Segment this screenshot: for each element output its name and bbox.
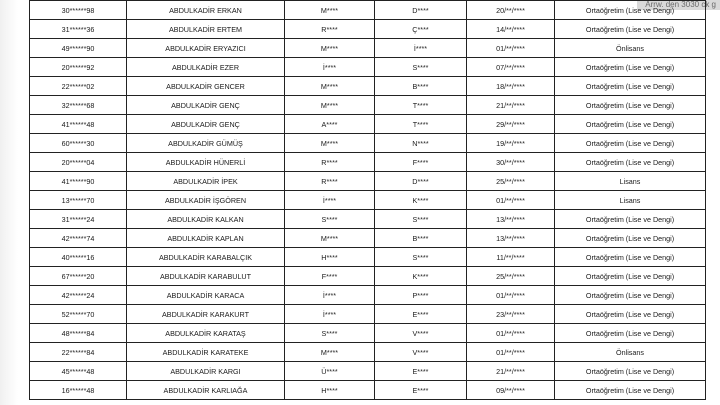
education-cell: Lisans [555, 191, 706, 210]
birth-date-cell: 21/**/**** [467, 362, 555, 381]
birth-date-cell: 01/**/**** [467, 286, 555, 305]
table-row [30, 248, 706, 267]
father-name-cell: S**** [285, 210, 375, 229]
id-number-cell: 13******70 [30, 191, 127, 210]
father-name-cell: M**** [285, 134, 375, 153]
id-number-cell: 30******98 [30, 1, 127, 20]
full-name-cell: ABDULKADİR GENÇ [127, 96, 285, 115]
father-name-cell: İ**** [285, 191, 375, 210]
father-name-cell: M**** [285, 343, 375, 362]
father-name-cell: M**** [285, 229, 375, 248]
education-cell: Ortaöğretim (Lise ve Dengi) [555, 1, 706, 20]
father-name-cell: S**** [285, 324, 375, 343]
mother-name-cell: D**** [375, 1, 467, 20]
full-name-cell: ABDULKADİR KARGI [127, 362, 285, 381]
mother-name-cell: V**** [375, 343, 467, 362]
mother-name-cell: D**** [375, 172, 467, 191]
records-table [29, 0, 706, 400]
id-number-cell: 52******70 [30, 305, 127, 324]
table-row [30, 1, 706, 20]
records-table-body [30, 1, 706, 400]
mother-name-cell: E**** [375, 305, 467, 324]
mother-name-cell: E**** [375, 381, 467, 400]
table-row [30, 58, 706, 77]
birth-date-cell: 07/**/**** [467, 58, 555, 77]
id-number-cell: 60******30 [30, 134, 127, 153]
father-name-cell: H**** [285, 381, 375, 400]
id-number-cell: 31******36 [30, 20, 127, 39]
father-name-cell: H**** [285, 248, 375, 267]
father-name-cell: İ**** [285, 305, 375, 324]
education-cell: Lisans [555, 172, 706, 191]
full-name-cell: ABDULKADİR ERKAN [127, 1, 285, 20]
birth-date-cell: 14/**/**** [467, 20, 555, 39]
mother-name-cell: E**** [375, 362, 467, 381]
table-row [30, 172, 706, 191]
table-row [30, 381, 706, 400]
id-number-cell: 16******48 [30, 381, 127, 400]
father-name-cell: İ**** [285, 58, 375, 77]
father-name-cell: M**** [285, 77, 375, 96]
mother-name-cell: B**** [375, 229, 467, 248]
id-number-cell: 41******48 [30, 115, 127, 134]
id-number-cell: 40******16 [30, 248, 127, 267]
birth-date-cell: 13/**/**** [467, 210, 555, 229]
mother-name-cell: P**** [375, 286, 467, 305]
education-cell: Önlisans [555, 343, 706, 362]
id-number-cell: 45******48 [30, 362, 127, 381]
full-name-cell: ABDULKADİR ERTEM [127, 20, 285, 39]
education-cell: Ortaöğretim (Lise ve Dengi) [555, 229, 706, 248]
table-row [30, 77, 706, 96]
birth-date-cell: 19/**/**** [467, 134, 555, 153]
mother-name-cell: S**** [375, 58, 467, 77]
full-name-cell: ABDULKADİR HÜNERLİ [127, 153, 285, 172]
education-cell: Ortaöğretim (Lise ve Dengi) [555, 77, 706, 96]
education-cell: Ortaöğretim (Lise ve Dengi) [555, 115, 706, 134]
education-cell: Ortaöğretim (Lise ve Dengi) [555, 96, 706, 115]
full-name-cell: ABDULKADİR İPEK [127, 172, 285, 191]
education-cell: Ortaöğretim (Lise ve Dengi) [555, 58, 706, 77]
table-row [30, 191, 706, 210]
table-row [30, 286, 706, 305]
father-name-cell: F**** [285, 267, 375, 286]
education-cell: Ortaöğretim (Lise ve Dengi) [555, 153, 706, 172]
mother-name-cell: K**** [375, 191, 467, 210]
mother-name-cell: N**** [375, 134, 467, 153]
education-cell: Ortaöğretim (Lise ve Dengi) [555, 362, 706, 381]
mother-name-cell: V**** [375, 324, 467, 343]
full-name-cell: ABDULKADİR KARABULUT [127, 267, 285, 286]
education-cell: Ortaöğretim (Lise ve Dengi) [555, 134, 706, 153]
corner-overlay-text: Arrw. den 3030 ck g [637, 0, 720, 10]
mother-name-cell: K**** [375, 267, 467, 286]
father-name-cell: R**** [285, 153, 375, 172]
father-name-cell: R**** [285, 20, 375, 39]
full-name-cell: ABDULKADİR ERYAZICI [127, 39, 285, 58]
full-name-cell: ABDULKADİR KARAKURT [127, 305, 285, 324]
table-row [30, 362, 706, 381]
full-name-cell: ABDULKADİR KARACA [127, 286, 285, 305]
father-name-cell: M**** [285, 96, 375, 115]
mother-name-cell: S**** [375, 210, 467, 229]
table-row [30, 39, 706, 58]
full-name-cell: ABDULKADİR EZER [127, 58, 285, 77]
education-cell: Ortaöğretim (Lise ve Dengi) [555, 267, 706, 286]
education-cell: Ortaöğretim (Lise ve Dengi) [555, 305, 706, 324]
birth-date-cell: 25/**/**** [467, 267, 555, 286]
education-cell: Ortaöğretim (Lise ve Dengi) [555, 286, 706, 305]
birth-date-cell: 23/**/**** [467, 305, 555, 324]
birth-date-cell: 13/**/**** [467, 229, 555, 248]
birth-date-cell: 29/**/**** [467, 115, 555, 134]
id-number-cell: 20******04 [30, 153, 127, 172]
mother-name-cell: İ**** [375, 39, 467, 58]
birth-date-cell: 21/**/**** [467, 96, 555, 115]
table-row [30, 20, 706, 39]
id-number-cell: 42******24 [30, 286, 127, 305]
birth-date-cell: 01/**/**** [467, 343, 555, 362]
mother-name-cell: S**** [375, 248, 467, 267]
table-row [30, 134, 706, 153]
table-row [30, 153, 706, 172]
id-number-cell: 49******90 [30, 39, 127, 58]
full-name-cell: ABDULKADİR GENCER [127, 77, 285, 96]
mother-name-cell: T**** [375, 96, 467, 115]
mother-name-cell: F**** [375, 153, 467, 172]
table-row [30, 115, 706, 134]
full-name-cell: ABDULKADİR KAPLAN [127, 229, 285, 248]
birth-date-cell: 09/**/**** [467, 381, 555, 400]
birth-date-cell: 01/**/**** [467, 191, 555, 210]
id-number-cell: 67******20 [30, 267, 127, 286]
education-cell: Önlisans [555, 39, 706, 58]
table-row [30, 305, 706, 324]
full-name-cell: ABDULKADİR KARABALÇIK [127, 248, 285, 267]
father-name-cell: Ü**** [285, 362, 375, 381]
mother-name-cell: Ç**** [375, 20, 467, 39]
table-row [30, 267, 706, 286]
birth-date-cell: 20/**/**** [467, 1, 555, 20]
mother-name-cell: B**** [375, 77, 467, 96]
mother-name-cell: T**** [375, 115, 467, 134]
father-name-cell: M**** [285, 1, 375, 20]
id-number-cell: 20******92 [30, 58, 127, 77]
education-cell: Ortaöğretim (Lise ve Dengi) [555, 381, 706, 400]
full-name-cell: ABDULKADİR GÜMÜŞ [127, 134, 285, 153]
table-row [30, 324, 706, 343]
birth-date-cell: 30/**/**** [467, 153, 555, 172]
father-name-cell: R**** [285, 172, 375, 191]
birth-date-cell: 18/**/**** [467, 77, 555, 96]
full-name-cell: ABDULKADİR KARATEKE [127, 343, 285, 362]
table-row [30, 343, 706, 362]
id-number-cell: 32******68 [30, 96, 127, 115]
id-number-cell: 22******02 [30, 77, 127, 96]
education-cell: Ortaöğretim (Lise ve Dengi) [555, 210, 706, 229]
birth-date-cell: 11/**/**** [467, 248, 555, 267]
full-name-cell: ABDULKADİR İŞGÖREN [127, 191, 285, 210]
education-cell: Ortaöğretim (Lise ve Dengi) [555, 248, 706, 267]
education-cell: Ortaöğretim (Lise ve Dengi) [555, 324, 706, 343]
birth-date-cell: 01/**/**** [467, 39, 555, 58]
id-number-cell: 22******84 [30, 343, 127, 362]
full-name-cell: ABDULKADİR GENÇ [127, 115, 285, 134]
birth-date-cell: 25/**/**** [467, 172, 555, 191]
page-fold-shadow [0, 0, 18, 405]
father-name-cell: A**** [285, 115, 375, 134]
id-number-cell: 48******84 [30, 324, 127, 343]
full-name-cell: ABDULKADİR KALKAN [127, 210, 285, 229]
id-number-cell: 41******90 [30, 172, 127, 191]
birth-date-cell: 01/**/**** [467, 324, 555, 343]
table-row [30, 210, 706, 229]
id-number-cell: 31******24 [30, 210, 127, 229]
full-name-cell: ABDULKADİR KARATAŞ [127, 324, 285, 343]
id-number-cell: 42******74 [30, 229, 127, 248]
table-row [30, 96, 706, 115]
full-name-cell: ABDULKADİR KARLIAĞA [127, 381, 285, 400]
father-name-cell: M**** [285, 39, 375, 58]
education-cell: Ortaöğretim (Lise ve Dengi) [555, 20, 706, 39]
father-name-cell: İ**** [285, 286, 375, 305]
table-row [30, 229, 706, 248]
